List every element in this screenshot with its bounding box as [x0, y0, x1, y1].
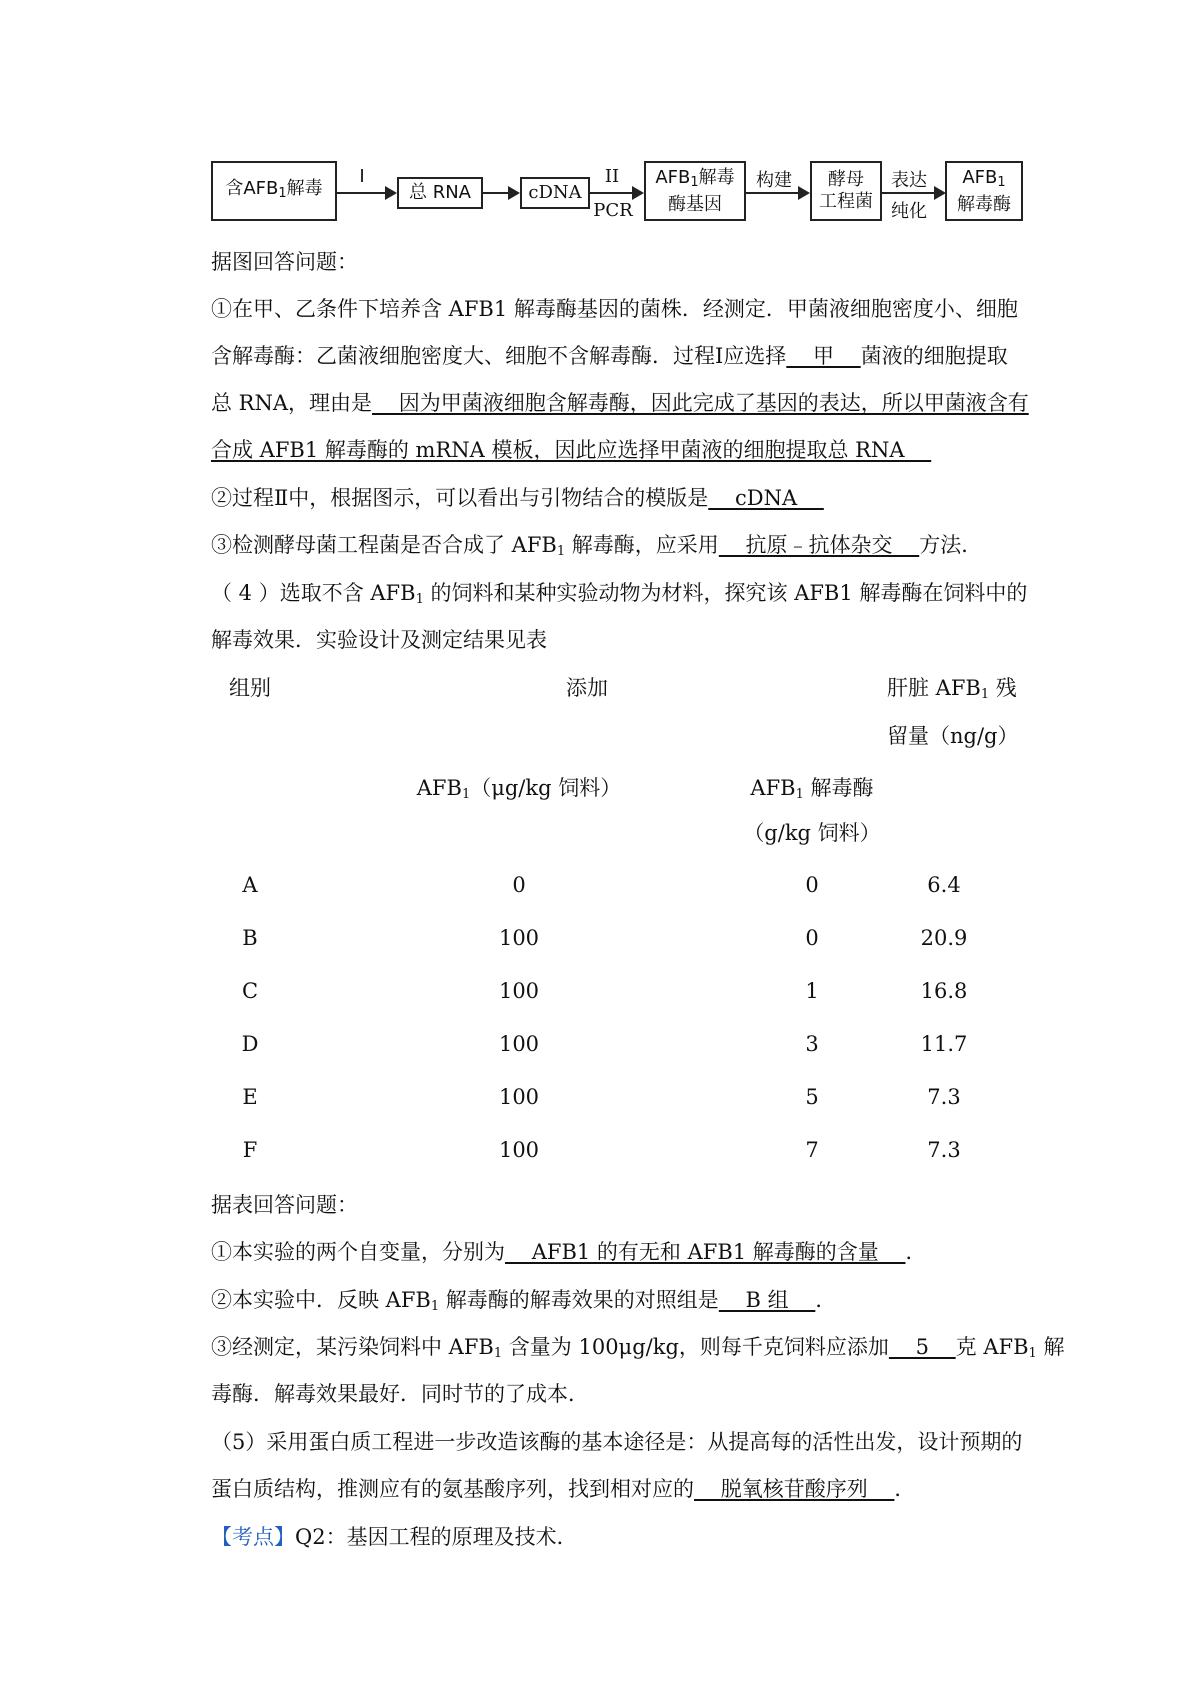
table-cell-res: 7.3 — [927, 1085, 961, 1109]
flow-arrow-1-label: I — [359, 166, 365, 187]
kaodian-tag: 【考点】 — [211, 1525, 295, 1549]
table-cell-afb: 100 — [498, 1085, 540, 1109]
table-cell-res: 16.8 — [920, 979, 968, 1003]
header-group: 组别 — [229, 676, 271, 700]
table-cell-afb: 100 — [498, 1032, 540, 1056]
table-cell-group: F — [242, 1138, 258, 1162]
table-cell-enz: 7 — [805, 1138, 819, 1162]
table-cell-enz: 3 — [805, 1032, 819, 1056]
table-cell-res: 11.7 — [920, 1032, 968, 1056]
table-cell-res: 6.4 — [927, 873, 961, 897]
table-cell-enz: 0 — [805, 926, 819, 950]
table-cell-afb: 100 — [498, 926, 540, 950]
table-cell-group: A — [242, 873, 258, 897]
table-cell-res: 20.9 — [920, 926, 968, 950]
header-afb: $AFB_1(\mu g/kg$ 饲料） — [416, 776, 622, 802]
table-cell-enz: 1 — [805, 979, 819, 1003]
flow-box-enzyme: $AFB_1$ 解毒酶 — [945, 161, 1023, 221]
flow-arrow-4 — [746, 192, 800, 194]
a1-line: ①本实验的两个自变量，分别为 AFB1 的有无和 AFB1 解毒酶的含量 ． — [211, 1240, 927, 1264]
after-intro: 据表回答问题： — [211, 1193, 358, 1217]
flow-arrow-3 — [590, 192, 634, 194]
table-cell-group: E — [242, 1085, 258, 1109]
flow-box-gene: $AFB_1$解毒 酶基因 — [644, 161, 746, 221]
intro-text: 据图回答问题： — [211, 250, 358, 274]
answer-blank: AFB1 的有无和 AFB1 解毒酶的含量 — [505, 1240, 906, 1264]
answer-blank: B 组 — [718, 1288, 816, 1312]
table-cell-group: B — [242, 926, 258, 950]
table-cell-afb: 100 — [498, 1138, 540, 1162]
q3-line: ③检测酵母菌工程菌是否合成了 $AFB_1$ 解毒酶，应采用 抗原﹣抗体杂交 方法． — [211, 533, 983, 559]
header-residue: 肝脏 $AFB_1$ 残 — [887, 676, 1017, 702]
table-cell-group: C — [241, 979, 259, 1003]
q4-line-2: 解毒效果．实验设计及测定结果见表 — [211, 628, 547, 652]
flow-box-cdna: cDNA — [520, 177, 590, 209]
flow-arrow-5-label-top: 表达 — [891, 170, 927, 191]
table-cell-enz: 0 — [805, 873, 819, 897]
flow-arrow-2 — [508, 186, 520, 200]
answer-blank: cDNA — [708, 486, 824, 510]
flow-arrow-3-label-top: II — [604, 166, 620, 187]
a2-line: ②本实验中．反映 $AFB_1$ 解毒酶的解毒效果的对照组是 B 组 ． — [211, 1288, 837, 1314]
q1-line-4 — [211, 438, 931, 462]
table-cell-res: 7.3 — [927, 1138, 961, 1162]
flow-box-total-rna: 总 RNA — [397, 177, 483, 209]
a5-line-1: （5）采用蛋白质工程进一步改造该酶的基本途径是：从提高每的活性出发，设计预期的 — [211, 1430, 1023, 1454]
q1-line-1: ①在甲、乙条件下培养含 AFB1 解毒酶基因的菌株．经测定．甲菌液细胞密度小、细胞 — [211, 297, 1018, 321]
header-enzyme-unit: （g/kg 饲料） — [743, 821, 881, 845]
answer-blank: 抗原﹣抗体杂交 — [718, 533, 920, 557]
q4-line-1: （ 4 ）选取不含 $AFB_1$ 的饲料和某种实验动物为材料，探究该 AFB1 解毒酶在饲料中的 — [211, 581, 1028, 607]
flow-box-yeast: 酵母 工程菌 — [810, 161, 882, 221]
table-cell-afb: 100 — [498, 979, 540, 1003]
flow-arrow-5 — [882, 192, 936, 194]
flow-arrow-4-label: 构建 — [756, 170, 792, 191]
flow-arrow-1 — [337, 192, 387, 194]
flow-arrow-5-label-bottom: 纯化 — [891, 201, 927, 222]
kaodian-line: 【考点】Q2：基因工程的原理及技术． — [211, 1525, 578, 1549]
answer-blank: 脱氧核苷酸序列 — [694, 1477, 895, 1501]
header-enzyme: $AFB_1$ 解毒酶 — [750, 776, 874, 802]
table-cell-enz: 5 — [805, 1085, 819, 1109]
answer-blank: 合成 AFB1 解毒酶的 mRNA 模板，因此应选择甲菌液的细胞提取总 RNA — [211, 438, 932, 462]
flow-arrow-3-label-bottom: PCR — [593, 200, 633, 221]
flow-box-strain: 含$AFB_1$解毒 — [211, 161, 337, 221]
q2-line: ②过程Ⅱ中，根据图示，可以看出与引物结合的模版是 cDNA — [211, 486, 824, 510]
header-add: 添加 — [566, 676, 608, 700]
header-residue-unit: 留量（ng/g） — [887, 724, 1019, 748]
table-cell-group: D — [241, 1032, 259, 1056]
q1-line-2: 含解毒酶：乙菌液细胞密度大、细胞不含解毒酶．过程Ⅰ应选择 甲 菌液的细胞提取 — [211, 344, 1008, 368]
a5-line-2: 蛋白质结构，推测应有的氨基酸序列，找到相对应的 脱氧核苷酸序列 ． — [211, 1477, 916, 1501]
q1-line-3: 总 RNA，理由是 因为甲菌液细胞含解毒酶，因此完成了基因的表达，所以甲菌液含有 — [211, 391, 1029, 415]
answer-blank: 5 — [888, 1335, 956, 1359]
answer-blank: 因为甲菌液细胞含解毒酶，因此完成了基因的表达，所以甲菌液含有 — [372, 391, 1029, 415]
a3-line-2: 毒酶．解毒效果最好．同时节的了成本． — [211, 1382, 589, 1406]
a3-line-1: ③经测定，某污染饲料中 $AFB_1$ 含量为 100μg/kg，则每千克饲料应添加 5 克 $AFB_1$ 解 — [211, 1335, 1065, 1361]
answer-blank: 甲 — [786, 344, 861, 368]
table-cell-afb: 0 — [512, 873, 526, 897]
